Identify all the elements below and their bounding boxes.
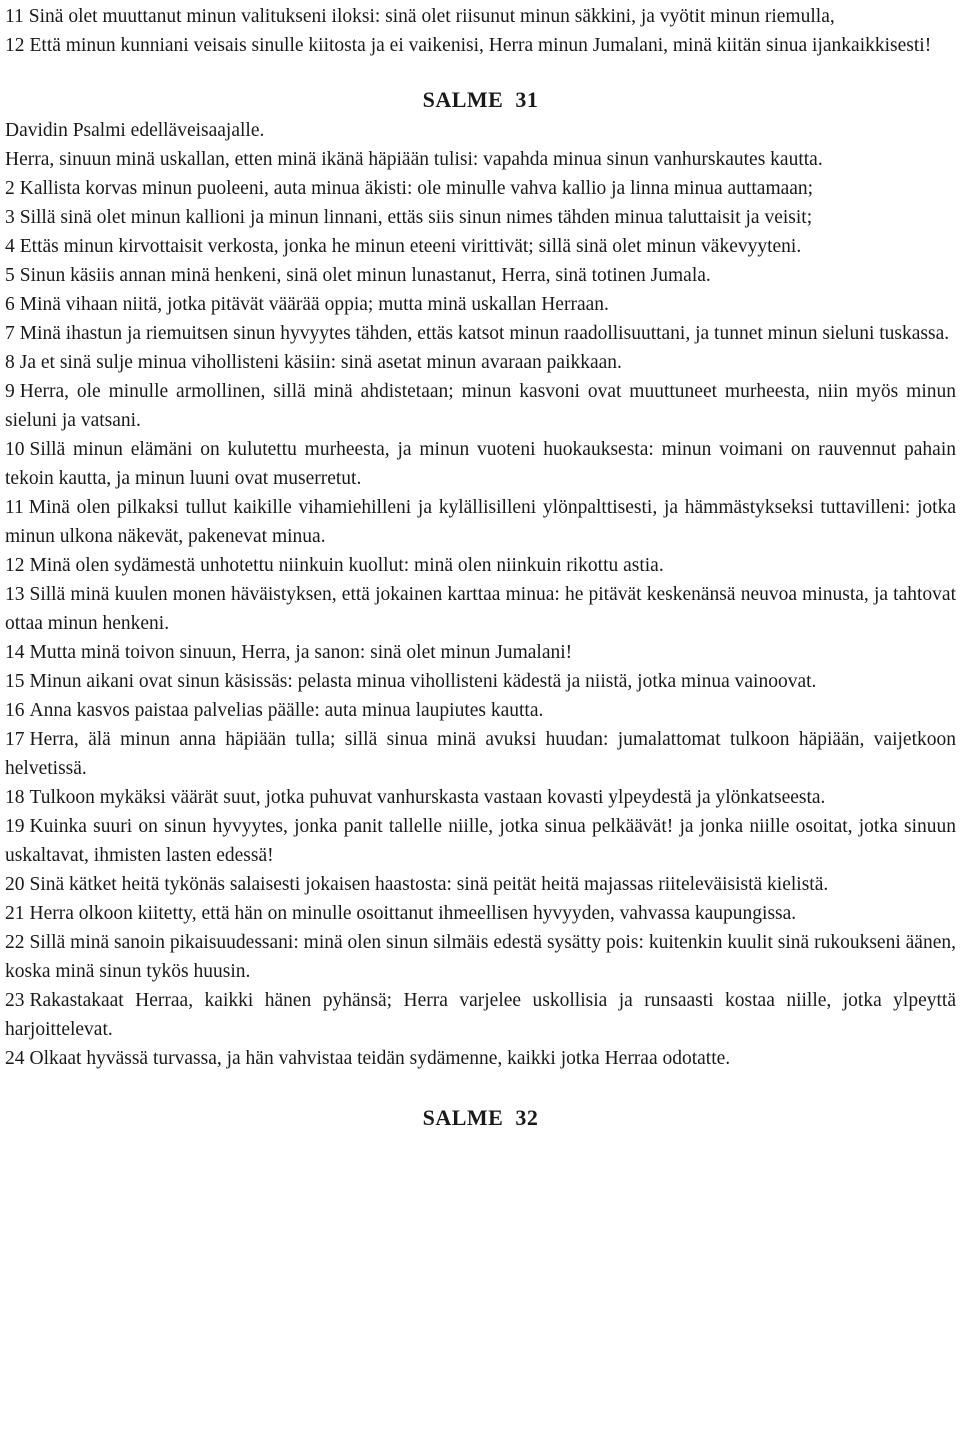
verse-number: 9 bbox=[5, 381, 15, 402]
list-item bbox=[5, 812, 956, 870]
list-item bbox=[5, 319, 956, 348]
verse-number: 24 bbox=[5, 1048, 25, 1069]
list-item bbox=[5, 203, 956, 232]
verse-text: Ja et sinä sulje minua vihollisteni käsiin: sinä asetat minun avaraan paikkaan. bbox=[19, 352, 622, 373]
list-item bbox=[5, 899, 956, 928]
verse-text: Tulkoon mykäksi väärät suut, jotka puhuvat vanhurskasta vastaan kovasti ylpeydestä ja ylönkatseesta. bbox=[29, 787, 826, 808]
list-item bbox=[5, 638, 956, 667]
verse-text: Minun aikani ovat sinun käsissäs: pelasta minua vihollisteni kädestä ja niistä, jotka minua vainoovat. bbox=[29, 671, 817, 692]
psalm-31-verse-list bbox=[5, 174, 956, 1073]
verse-text: Sillä minä sanoin pikaisuudessani: minä olen sinun silmäis edestä sysätty pois: kuitenkin kuulit sinä rukoukseni äänen, koska minä sinun tykös huusin. bbox=[5, 932, 956, 982]
list-item bbox=[5, 348, 956, 377]
list-item bbox=[5, 667, 956, 696]
verse-text: Sillä minun elämäni on kulutettu murheesta, ja minun vuoteni huokauksesta: minun voimani on rauvennut pahain tekoin kautta, ja minun luuni ovat muserretut. bbox=[5, 439, 956, 489]
verse-number: 21 bbox=[5, 903, 25, 924]
verse-number: 6 bbox=[5, 294, 15, 315]
verse-text: Anna kasvos paistaa palvelias päälle: auta minua laupiutes kautta. bbox=[29, 700, 544, 721]
verse-number: 2 bbox=[5, 178, 15, 199]
verse-text: Sinä kätket heitä tykönäs salaisesti jokaisen haastosta: sinä peität heitä majassas riiteleväisistä kielistä. bbox=[29, 874, 829, 895]
verse-text: Minä olen pilkaksi tullut kaikille vihamiehilleni ja kylällisilleni ylönpalttisesti, ja hämmästykseksi tuttavilleni: jotka minun ulkona näkevät, pakenevat minua. bbox=[5, 497, 956, 547]
verse-number: 22 bbox=[5, 932, 25, 953]
list-item bbox=[5, 928, 956, 986]
verse-number: 23 bbox=[5, 990, 25, 1011]
verse-text: Olkaat hyvässä turvassa, ja hän vahvistaa teidän sydämenne, kaikki jotka Herraa odotatte. bbox=[29, 1048, 731, 1069]
psalm-31-verse-1: Herra, sinuun minä uskallan, etten minä ikänä häpiään tulisi: vapahda minua sinun vanhurskautes kautta. bbox=[5, 149, 823, 170]
verse-number: 17 bbox=[5, 729, 25, 750]
verse-number: 18 bbox=[5, 787, 25, 808]
verse-number: 15 bbox=[5, 671, 25, 692]
verse-number: 8 bbox=[5, 352, 15, 373]
list-item bbox=[5, 232, 956, 261]
verse-text: Minä olen sydämestä unhotettu niinkuin kuollut: minä olen niinkuin rikottu astia. bbox=[29, 555, 664, 576]
psalm-32-title: SALME 32 bbox=[422, 1105, 539, 1130]
verse-30-11 bbox=[5, 2, 956, 31]
psalm-31-superscription: Davidin Psalmi edelläveisaajalle. bbox=[5, 120, 265, 141]
verse-number: 20 bbox=[5, 874, 25, 895]
list-item bbox=[5, 551, 956, 580]
psalm-31-title: SALME 31 bbox=[422, 87, 539, 112]
verse-number: 5 bbox=[5, 265, 15, 286]
list-item bbox=[5, 986, 956, 1044]
verse-number: 11 bbox=[5, 6, 24, 27]
verse-number: 12 bbox=[5, 555, 25, 576]
verse-number: 13 bbox=[5, 584, 25, 605]
list-item bbox=[5, 696, 956, 725]
verse-text: Rakastakaat Herraa, kaikki hänen pyhänsä; Herra varjelee uskollisia ja runsaasti kostaa niille, jotka ylpeyttä harjoittelevat. bbox=[5, 990, 956, 1040]
verse-text: Herra, älä minun anna häpiään tulla; sillä sinua minä avuksi huudan: jumalattomat tulkoon häpiään, vaijetkoon helvetissä. bbox=[5, 729, 956, 779]
verse-text: Sinä olet muuttanut minun valitukseni iloksi: sinä olet riisunut minun säkkini, ja vyötit minun riemulla, bbox=[28, 6, 835, 27]
verse-number: 3 bbox=[5, 207, 15, 228]
list-item bbox=[5, 174, 956, 203]
document-page bbox=[5, 0, 956, 1133]
verse-text: Herra, ole minulle armollinen, sillä minä ahdistetaan; minun kasvoni ovat muuttuneet murheesta, niin myös minun sieluni ja vatsani. bbox=[5, 381, 956, 431]
verse-number: 11 bbox=[5, 497, 24, 518]
verse-number: 7 bbox=[5, 323, 15, 344]
list-item bbox=[5, 783, 956, 812]
verse-text: Mutta minä toivon sinuun, Herra, ja sanon: sinä olet minun Jumalani! bbox=[29, 642, 573, 663]
verse-text: Sillä minä kuulen monen häväistyksen, että jokainen karttaa minua: he pitävät keskenänsä neuvoa minusta, ja tahtovat ottaa minun henkeni. bbox=[5, 584, 956, 634]
verse-text: Minä ihastun ja riemuitsen sinun hyvyytes tähden, ettäs katsot minun raadollisuuttani, ja tunnet minun sieluni tuskassa. bbox=[19, 323, 950, 344]
verse-number: 14 bbox=[5, 642, 25, 663]
list-item bbox=[5, 435, 956, 493]
verse-text: Herra olkoon kiitetty, että hän on minulle osoittanut ihmeellisen hyvyyden, vahvassa kaupungissa. bbox=[29, 903, 797, 924]
verse-text: Että minun kunniani veisais sinulle kiitosta ja ei vaikenisi, Herra minun Jumalani, minä kiitän sinua ijankaikkisesti! bbox=[29, 35, 932, 56]
list-item bbox=[5, 377, 956, 435]
verse-30-12 bbox=[5, 31, 956, 60]
verse-number: 19 bbox=[5, 816, 25, 837]
verse-number: 10 bbox=[5, 439, 25, 460]
verse-text: Kuinka suuri on sinun hyvyytes, jonka panit tallelle niille, jotka sinua pelkäävät! ja jonka niille osoitat, jotka sinuun uskaltavat, ihmisten lasten edessä! bbox=[5, 816, 956, 866]
list-item bbox=[5, 261, 956, 290]
list-item bbox=[5, 1044, 956, 1073]
list-item bbox=[5, 290, 956, 319]
verse-text: Kallista korvas minun puoleeni, auta minua äkisti: ole minulle vahva kallio ja linna minua auttamaan; bbox=[19, 178, 814, 199]
verse-number: 12 bbox=[5, 35, 25, 56]
list-item bbox=[5, 580, 956, 638]
list-item bbox=[5, 493, 956, 551]
list-item bbox=[5, 725, 956, 783]
verse-text: Sinun käsiis annan minä henkeni, sinä olet minun lunastanut, Herra, sinä totinen Jumala. bbox=[19, 265, 711, 286]
verse-text: Ettäs minun kirvottaisit verkosta, jonka he minun eteeni virittivät; sillä sinä olet minun väkevyyteni. bbox=[19, 236, 802, 257]
verse-text: Minä vihaan niitä, jotka pitävät väärää oppia; mutta minä uskallan Herraan. bbox=[19, 294, 609, 315]
list-item bbox=[5, 870, 956, 899]
verse-number: 16 bbox=[5, 700, 25, 721]
verse-text: Sillä sinä olet minun kallioni ja minun linnani, ettäs siis sinun nimes tähden minua taluttaisit ja veisit; bbox=[19, 207, 813, 228]
verse-number: 4 bbox=[5, 236, 15, 257]
